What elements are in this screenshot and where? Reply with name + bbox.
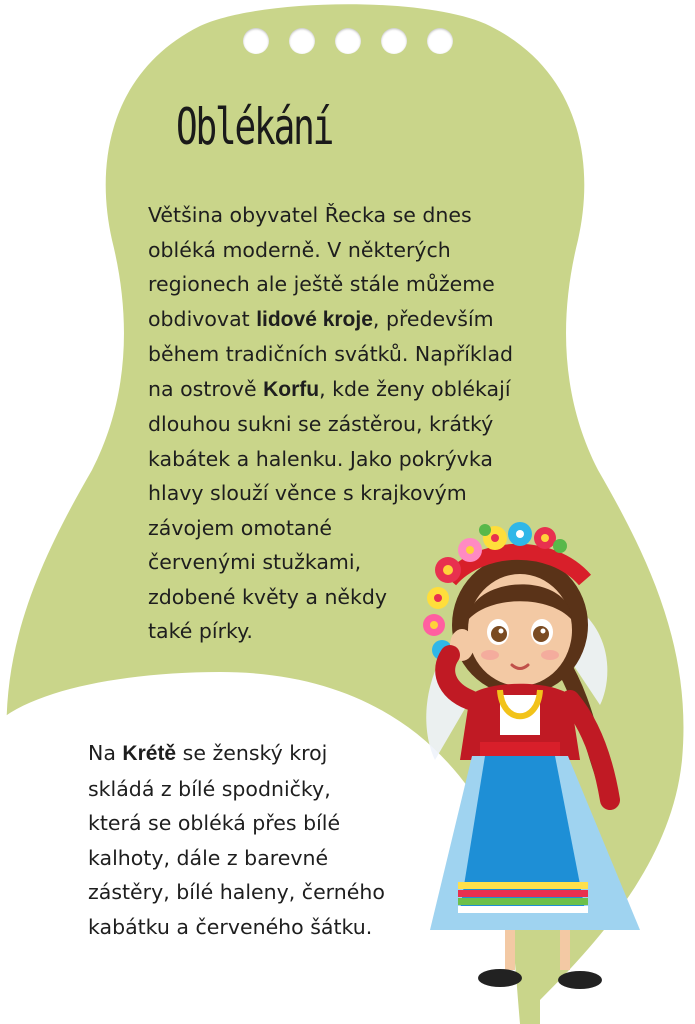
binding-hole <box>289 28 315 54</box>
text-line <box>148 337 548 372</box>
text-segment: dlouhou sukni se zástěrou, krátký <box>148 412 494 436</box>
text-line <box>88 910 418 945</box>
text-line <box>148 476 548 511</box>
text-segment: hlavy slouží věnce s krajkovým <box>148 481 467 505</box>
text-segment: Na <box>88 741 123 765</box>
text-segment: se ženský kroj <box>176 741 328 765</box>
binding-hole <box>427 28 453 54</box>
bold-term: lidové kroje <box>256 307 373 331</box>
text-segment: Většina obyvatel Řecka se dnes <box>148 203 472 227</box>
text-segment: kabátek a halenku. Jako pokrývka <box>148 446 493 471</box>
text-line <box>148 267 548 302</box>
binding-hole <box>243 28 269 54</box>
text-line <box>148 442 548 477</box>
text-line <box>148 372 548 408</box>
text-segment: , především <box>372 306 494 331</box>
red-belt <box>480 742 560 756</box>
text-line <box>88 772 418 807</box>
text-line <box>148 198 548 233</box>
text-line <box>148 233 548 268</box>
text-segment: červenými stužkami, <box>148 550 362 574</box>
girl-folk-costume-illustration <box>410 510 680 1010</box>
text-segment: obdivovat <box>148 306 257 331</box>
text-segment: kalhoty, dále z barevné <box>88 845 329 870</box>
binding-hole <box>335 28 361 54</box>
bold-term: Krétě <box>122 742 177 765</box>
text-segment: během tradičních svátků. Například <box>148 342 514 366</box>
text-segment: na ostrově <box>148 376 264 401</box>
text-line <box>88 736 418 772</box>
text-segment: zdobené květy a někdy <box>148 584 388 609</box>
text-line <box>88 875 418 910</box>
crete-paragraph <box>88 736 418 944</box>
text-segment: zástěry, bílé haleny, černého <box>88 880 385 904</box>
bold-term: Korfu <box>263 377 320 401</box>
text-segment: , kde ženy oblékají <box>319 376 511 401</box>
text-segment: obléká moderně. V některých <box>148 237 451 262</box>
page-title: Oblékání <box>176 98 333 156</box>
left-shoe <box>478 969 522 987</box>
text-segment: skládá z bílé spodničky, <box>88 776 331 801</box>
binding-hole <box>381 28 407 54</box>
text-segment: také pírky. <box>148 619 253 643</box>
text-segment: která se obléká přes bílé <box>88 811 341 835</box>
text-segment: závojem omotané <box>148 515 333 540</box>
text-segment: kabátku a červeného šátku. <box>88 914 373 939</box>
text-line <box>88 841 418 876</box>
text-segment: regionech ale ještě stále můžeme <box>148 272 495 296</box>
right-shoe <box>558 971 602 989</box>
text-line <box>148 302 548 338</box>
text-line <box>148 407 548 442</box>
text-line <box>88 806 418 841</box>
